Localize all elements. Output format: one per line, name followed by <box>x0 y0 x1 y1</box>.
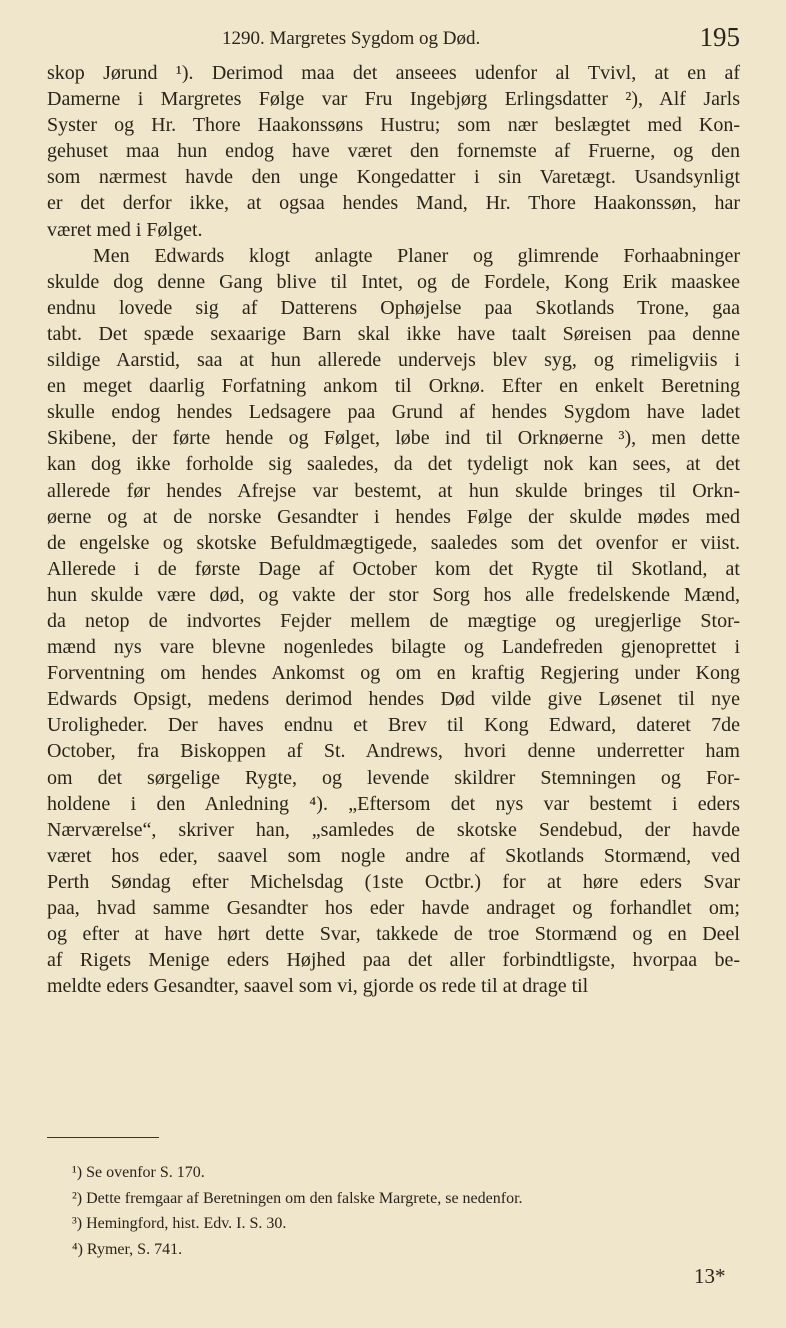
text-line: en meget daarlig Forfatning ankom til Orknø. Efter en enkelt Beretning <box>47 375 740 398</box>
body-text <box>47 60 740 999</box>
footnote: ⁴) Rymer, S. 741. <box>72 1240 183 1258</box>
text-line: sildige Aarstid, saa at hun allerede undervejs blev syg, og rimeligviis i <box>47 349 740 372</box>
text-line: Edwards Opsigt, medens derimod hendes Død vilde give Løsenet til nye <box>47 688 740 711</box>
text-line: meldte eders Gesandter, saavel som vi, gjorde os rede til at drage til <box>47 975 589 998</box>
text-line: allerede før hendes Afrejse var bestemt, at hun skulde bringes til Orkn- <box>47 479 740 502</box>
text-line: de engelske og skotske Befuldmægtigede, saaledes som det ovenfor er viist. <box>47 531 740 554</box>
text-line: Syster og Hr. Thore Haakonssøns Hustru; som nær beslægtet med Kon- <box>47 114 740 137</box>
text-line: Uroligheder. Der haves endnu et Brev til Kong Edward, dateret 7de <box>47 714 740 737</box>
text-line: Perth Søndag efter Michelsdag (1ste Octbr.) for at høre eders Svar <box>47 870 740 893</box>
footnotes <box>72 1160 523 1262</box>
text-line: af Rigets Menige eders Højhed paa det aller forbindtligste, hvorpaa be- <box>47 949 740 972</box>
text-line: skulle endog hendes Ledsagere paa Grund af hendes Sygdom have ladet <box>47 401 740 424</box>
text-line: October, fra Biskoppen af St. Andrews, hvori denne underretter ham <box>47 740 740 763</box>
text-line: Skibene, der førte hende og Følget, løbe ind til Orknøerne ³), men dette <box>47 427 740 450</box>
footnote: ²) Dette fremgaar af Beretningen om den falske Margrete, se nedenfor. <box>72 1189 523 1207</box>
footnote: ¹) Se ovenfor S. 170. <box>72 1164 205 1181</box>
text-line: Damerne i Margretes Følge var Fru Ingebjørg Erlingsdatter ²), Alf Jarls <box>47 88 740 111</box>
text-line: øerne og at de norske Gesandter i hendes Følge der skulde mødes med <box>47 505 740 528</box>
signature-mark: 13* <box>694 1264 726 1288</box>
text-line: hun skulde være død, og vakte der stor Sorg hos alle fredelskende Mænd, <box>47 583 740 606</box>
text-line: endnu lovede sig af Datterens Ophøjelse paa Skotlands Trone, gaa <box>47 296 740 319</box>
page-header <box>47 22 740 52</box>
text-line: om det sørgelige Rygte, og levende skildrer Stemningen og For- <box>47 766 740 789</box>
text-line: Allerede i de første Dage af October kom det Rygte til Skotland, at <box>47 557 740 580</box>
text-line: tabt. Det spæde sexaarige Barn skal ikke have taalt Søreisen paa denne <box>47 322 740 345</box>
text-line: som nærmest havde den unge Kongedatter i sin Varetægt. Usandsynligt <box>47 166 740 189</box>
text-line: gehuset maa hun endog have været den fornemste af Fruerne, og den <box>47 140 740 163</box>
text-line: Men Edwards klogt anlagte Planer og glimrende Forhaabninger <box>93 244 740 267</box>
footnote-divider <box>47 1137 159 1138</box>
text-line: holdene i den Anledning ⁴). „Eftersom det nys var bestemt i eders <box>47 792 740 815</box>
text-line: været hos eder, saavel som nogle andre af Skotlands Stormænd, ved <box>47 844 740 867</box>
page-number: 195 <box>699 22 740 52</box>
text-line: Forventning om hendes Ankomst og om en kraftig Regjering under Kong <box>47 662 740 685</box>
text-line: mænd nys vare blevne nogenledes bilagte og Landefreden gjenoprettet i <box>47 636 740 659</box>
text-line: skop Jørund ¹). Derimod maa det anseees udenfor al Tvivl, at en af <box>47 62 740 84</box>
text-line: og efter at have hørt dette Svar, takkede de troe Stormænd og en Deel <box>47 923 740 946</box>
text-line: kan dog ikke forholde sig saaledes, da det tydeligt nok kan sees, at det <box>47 453 740 476</box>
text-line: været med i Følget. <box>47 218 203 241</box>
text-line: er det derfor ikke, at ogsaa hendes Mand, Hr. Thore Haakonssøn, har <box>47 192 740 215</box>
text-line: skulde dog denne Gang blive til Intet, og de Fordele, Kong Erik maaskee <box>47 270 740 293</box>
running-title: 1290. Margretes Sygdom og Død. <box>222 28 481 49</box>
footnote: ³) Hemingford, hist. Edv. I. S. 30. <box>72 1215 287 1232</box>
text-line: da netop de indvortes Fejder mellem de mægtige og uregjerlige Stor- <box>47 609 740 632</box>
text-line: paa, hvad samme Gesandter hos eder havde andraget og forhandlet om; <box>47 897 740 919</box>
text-line: Nærværelse“, skriver han, „samledes de skotske Sendebud, der havde <box>47 818 740 841</box>
